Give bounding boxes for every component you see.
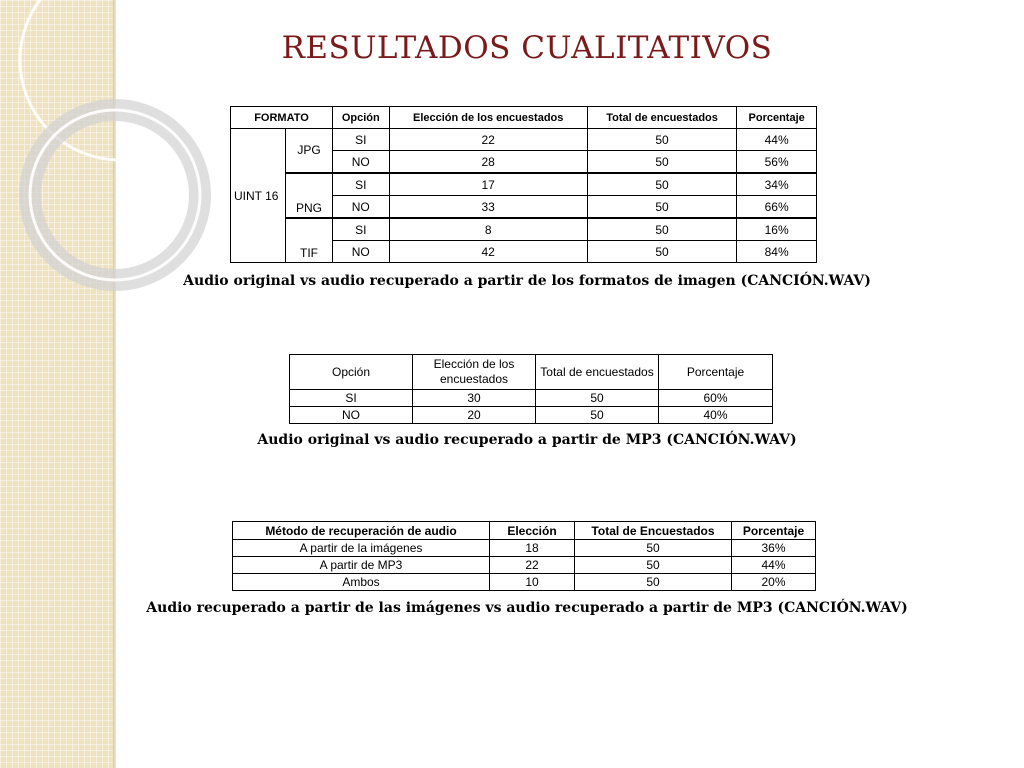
table-row xyxy=(233,574,816,591)
table-row xyxy=(233,557,816,574)
format-label: TIF xyxy=(286,218,333,263)
cell-metodo: A partir de la imágenes xyxy=(233,540,490,557)
cell-eleccion: 33 xyxy=(389,196,587,219)
header-eleccion: Elección de los encuestados xyxy=(413,355,536,390)
cell-total: 50 xyxy=(575,540,732,557)
cell-porcentaje: 60% xyxy=(659,390,773,407)
table-row xyxy=(290,407,773,424)
table-header-row xyxy=(290,355,773,390)
cell-porcentaje: 34% xyxy=(737,173,817,196)
table-row xyxy=(231,129,817,151)
header-total: Total de encuestados xyxy=(587,107,736,129)
cell-porcentaje: 66% xyxy=(737,196,817,219)
cell-porcentaje: 20% xyxy=(732,574,816,591)
format-label: JPG xyxy=(286,129,333,174)
format-label: PNG xyxy=(286,173,333,218)
cell-porcentaje: 84% xyxy=(737,241,817,263)
cell-total: 50 xyxy=(587,196,736,219)
header-opcion: Opción xyxy=(290,355,413,390)
cell-opcion: SI xyxy=(333,129,390,151)
cell-eleccion: 17 xyxy=(389,173,587,196)
cell-eleccion: 18 xyxy=(490,540,575,557)
cell-total: 50 xyxy=(587,241,736,263)
cell-metodo: A partir de MP3 xyxy=(233,557,490,574)
header-opcion: Opción xyxy=(333,107,390,129)
table-row xyxy=(231,173,817,196)
table-header-row xyxy=(231,107,817,129)
cell-total: 50 xyxy=(587,129,736,151)
caption-formats-table: Audio original vs audio recuperado a partir de los formatos de imagen (CANCIÓN.WAV) xyxy=(183,273,871,289)
header-formato: FORMATO xyxy=(231,107,333,129)
cell-porcentaje: 44% xyxy=(737,129,817,151)
cell-total: 50 xyxy=(587,151,736,174)
cell-opcion: NO xyxy=(333,241,390,263)
table-row xyxy=(290,390,773,407)
table-row xyxy=(231,218,817,241)
cell-eleccion: 20 xyxy=(413,407,536,424)
cell-opcion: SI xyxy=(333,218,390,241)
header-eleccion: Elección de los encuestados xyxy=(389,107,587,129)
cell-porcentaje: 36% xyxy=(732,540,816,557)
table-header-row xyxy=(233,522,816,540)
cell-total: 50 xyxy=(536,390,659,407)
method-table xyxy=(232,521,816,591)
cell-eleccion: 30 xyxy=(413,390,536,407)
cell-opcion: SI xyxy=(290,390,413,407)
header-eleccion: Elección xyxy=(490,522,575,540)
group-label: UINT 16 xyxy=(231,129,286,263)
page-title: RESULTADOS CUALITATIVOS xyxy=(281,30,773,66)
cell-porcentaje: 16% xyxy=(737,218,817,241)
cell-porcentaje: 40% xyxy=(659,407,773,424)
cell-eleccion: 22 xyxy=(389,129,587,151)
cell-eleccion: 22 xyxy=(490,557,575,574)
cell-eleccion: 8 xyxy=(389,218,587,241)
header-porcentaje: Porcentaje xyxy=(732,522,816,540)
cell-total: 50 xyxy=(587,218,736,241)
cell-total: 50 xyxy=(536,407,659,424)
table-row xyxy=(233,540,816,557)
cell-eleccion: 10 xyxy=(490,574,575,591)
header-metodo: Método de recuperación de audio xyxy=(233,522,490,540)
formats-table xyxy=(230,106,817,263)
cell-metodo: Ambos xyxy=(233,574,490,591)
cell-total: 50 xyxy=(587,173,736,196)
caption-mp3-table: Audio original vs audio recuperado a partir de MP3 (CANCIÓN.WAV) xyxy=(257,432,797,448)
cell-opcion: NO xyxy=(333,151,390,174)
cell-opcion: NO xyxy=(333,196,390,219)
cell-opcion: SI xyxy=(333,173,390,196)
mp3-table xyxy=(289,354,773,424)
header-total: Total de Encuestados xyxy=(575,522,732,540)
cell-total: 50 xyxy=(575,557,732,574)
header-total: Total de encuestados xyxy=(536,355,659,390)
cell-opcion: NO xyxy=(290,407,413,424)
caption-method-table: Audio recuperado a partir de las imágenes vs audio recuperado a partir de MP3 (CANCIÓN.WAV) xyxy=(146,600,908,616)
cell-porcentaje: 44% xyxy=(732,557,816,574)
cell-total: 50 xyxy=(575,574,732,591)
cell-eleccion: 28 xyxy=(389,151,587,174)
cell-eleccion: 42 xyxy=(389,241,587,263)
header-porcentaje: Porcentaje xyxy=(659,355,773,390)
header-porcentaje: Porcentaje xyxy=(737,107,817,129)
cell-porcentaje: 56% xyxy=(737,151,817,174)
